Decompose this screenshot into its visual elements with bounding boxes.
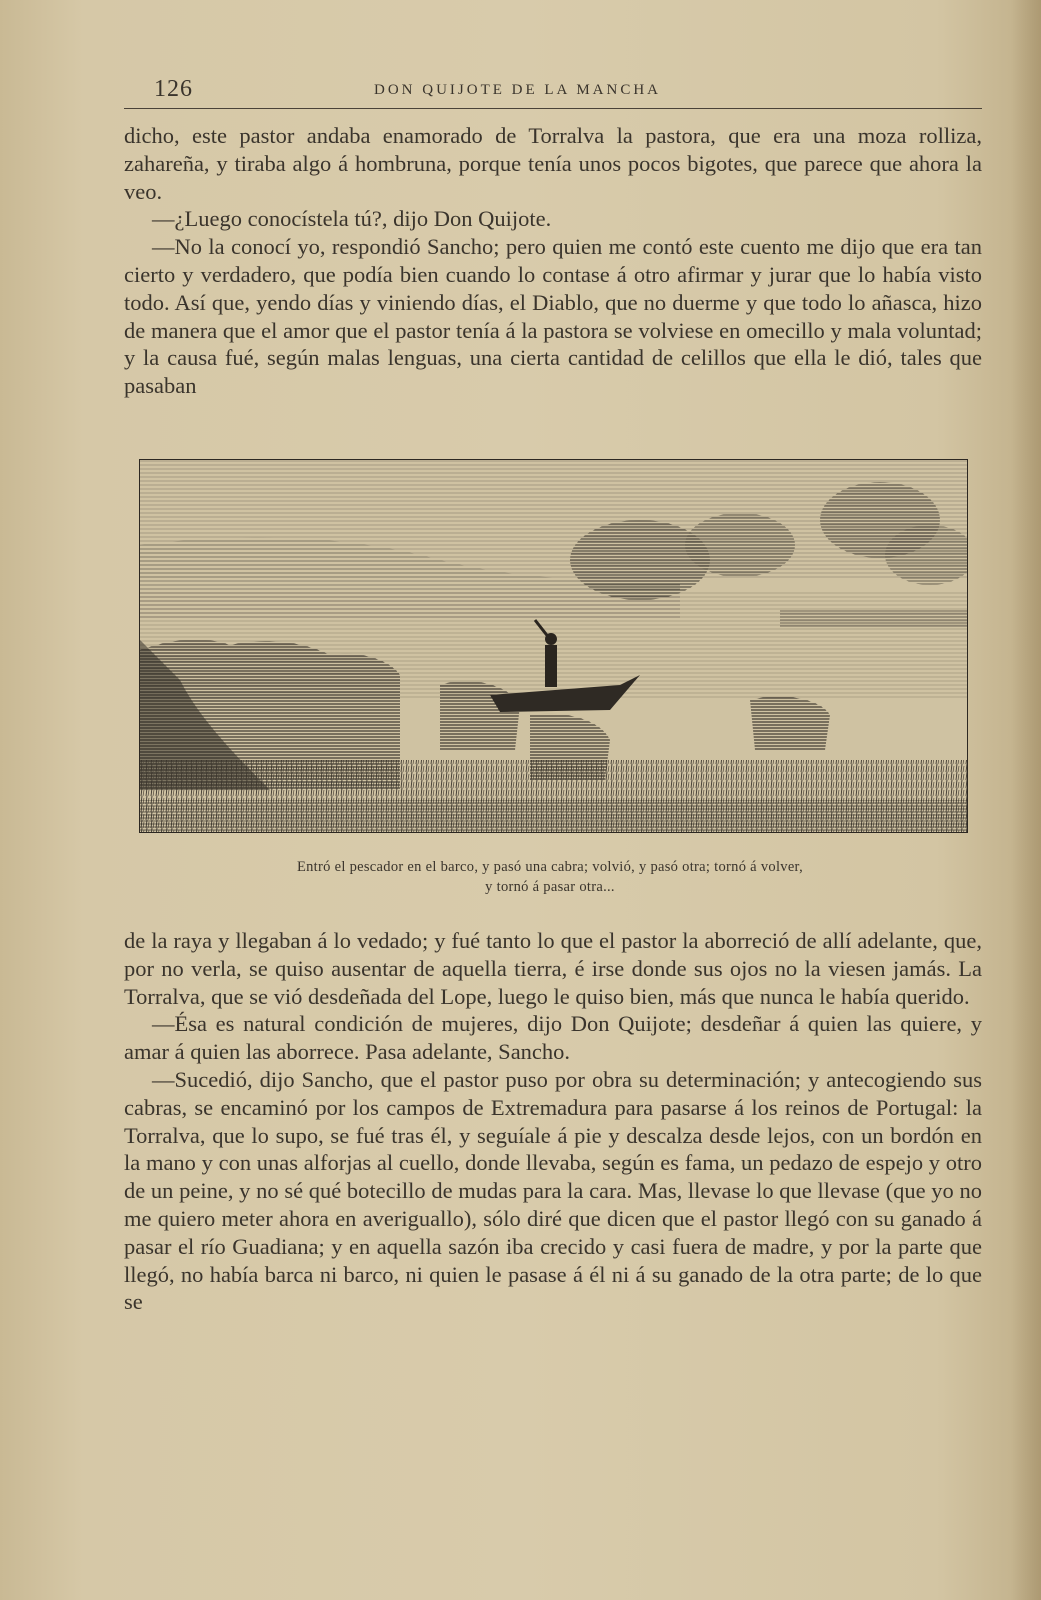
caption-line: Entró el pescador en el barco, y pasó una cabra; volvió, y pasó otra; tornó á volver, — [296, 859, 804, 875]
caption-line: y tornó á pasar otra... — [485, 879, 615, 895]
paragraph: —Sucedió, dijo Sancho, que el pastor puso por obra su determinación; y antecogiendo sus cabras, se encaminó por los campos de Extremadura para pasarse á los reinos de Portugal: la Torralva, que lo supo, se fué tras él, y seguíale á pie y descalza desde lejos, con un bordón en la mano y con unas alforjas al cuello, donde llevaba, según es fama, un pedazo de espejo y otro de un peine, y no sé qué botecillo de mudas para la cara. Mas, llevase lo que llevase (que yo no me quiero meter ahora en averiguallo), sólo diré que dicen que el pastor llegó con su ganado á pasar el río Guadiana; y en aquella sazón iba crecido y casi fuera de madre, y por la parte que llegó, no había barca ni barco, ni quien le pasase á él ni á su ganado de la otra parte; de lo que se — [124, 1066, 982, 1315]
page-header — [124, 74, 982, 109]
page-number: 126 — [154, 76, 193, 102]
running-head: DON QUIJOTE DE LA MANCHA — [374, 82, 661, 98]
paragraph: —¿Luego conocístela tú?, dijo Don Quijote. — [152, 206, 552, 232]
illustration-caption — [150, 857, 950, 897]
engraving-illustration — [139, 459, 968, 833]
paragraph: de la raya y llegaban á lo vedado; y fué tanto lo que el pastor la aborreció de allí adelante, que, por no verla, se quiso ausentar de aquella tierra, é irse donde sus ojos no la viesen jamás. La Torralva, que se vió desdeñada del Lope, luego le quiso bien, más que nunca le había querido. — [124, 928, 982, 1009]
text-block-top — [124, 122, 982, 400]
engraving-goats-boat-river — [140, 460, 967, 832]
paragraph: —Ésa es natural condición de mujeres, dijo Don Quijote; desdeñar á quien las quiere, y amar á quien las aborrece. Pasa adelante, Sancho. — [124, 1011, 982, 1065]
page-edge-shadow — [1011, 0, 1041, 1600]
paragraph: —No la conocí yo, respondió Sancho; pero quien me contó este cuento me dijo que era tan cierto y verdadero, que podía bien cuando lo contase á otro afirmar y jurar que lo había visto todo. Así que, yendo días y viniendo días, el Diablo, que no duerme y que todo lo añasca, hizo de manera que el amor que el pastor tenía á la pastora se volviese en omecillo y mala voluntad; y la causa fué, según malas lenguas, una cierta cantidad de celillos que ella le dió, tales que pasaban — [124, 234, 982, 399]
paragraph: dicho, este pastor andaba enamorado de Torralva la pastora, que era una moza rolliza, zahareña, y tiraba algo á hombruna, porque tenía unos pocos bigotes, que parece que ahora la veo. — [124, 123, 982, 204]
text-block-bottom — [124, 927, 982, 1316]
